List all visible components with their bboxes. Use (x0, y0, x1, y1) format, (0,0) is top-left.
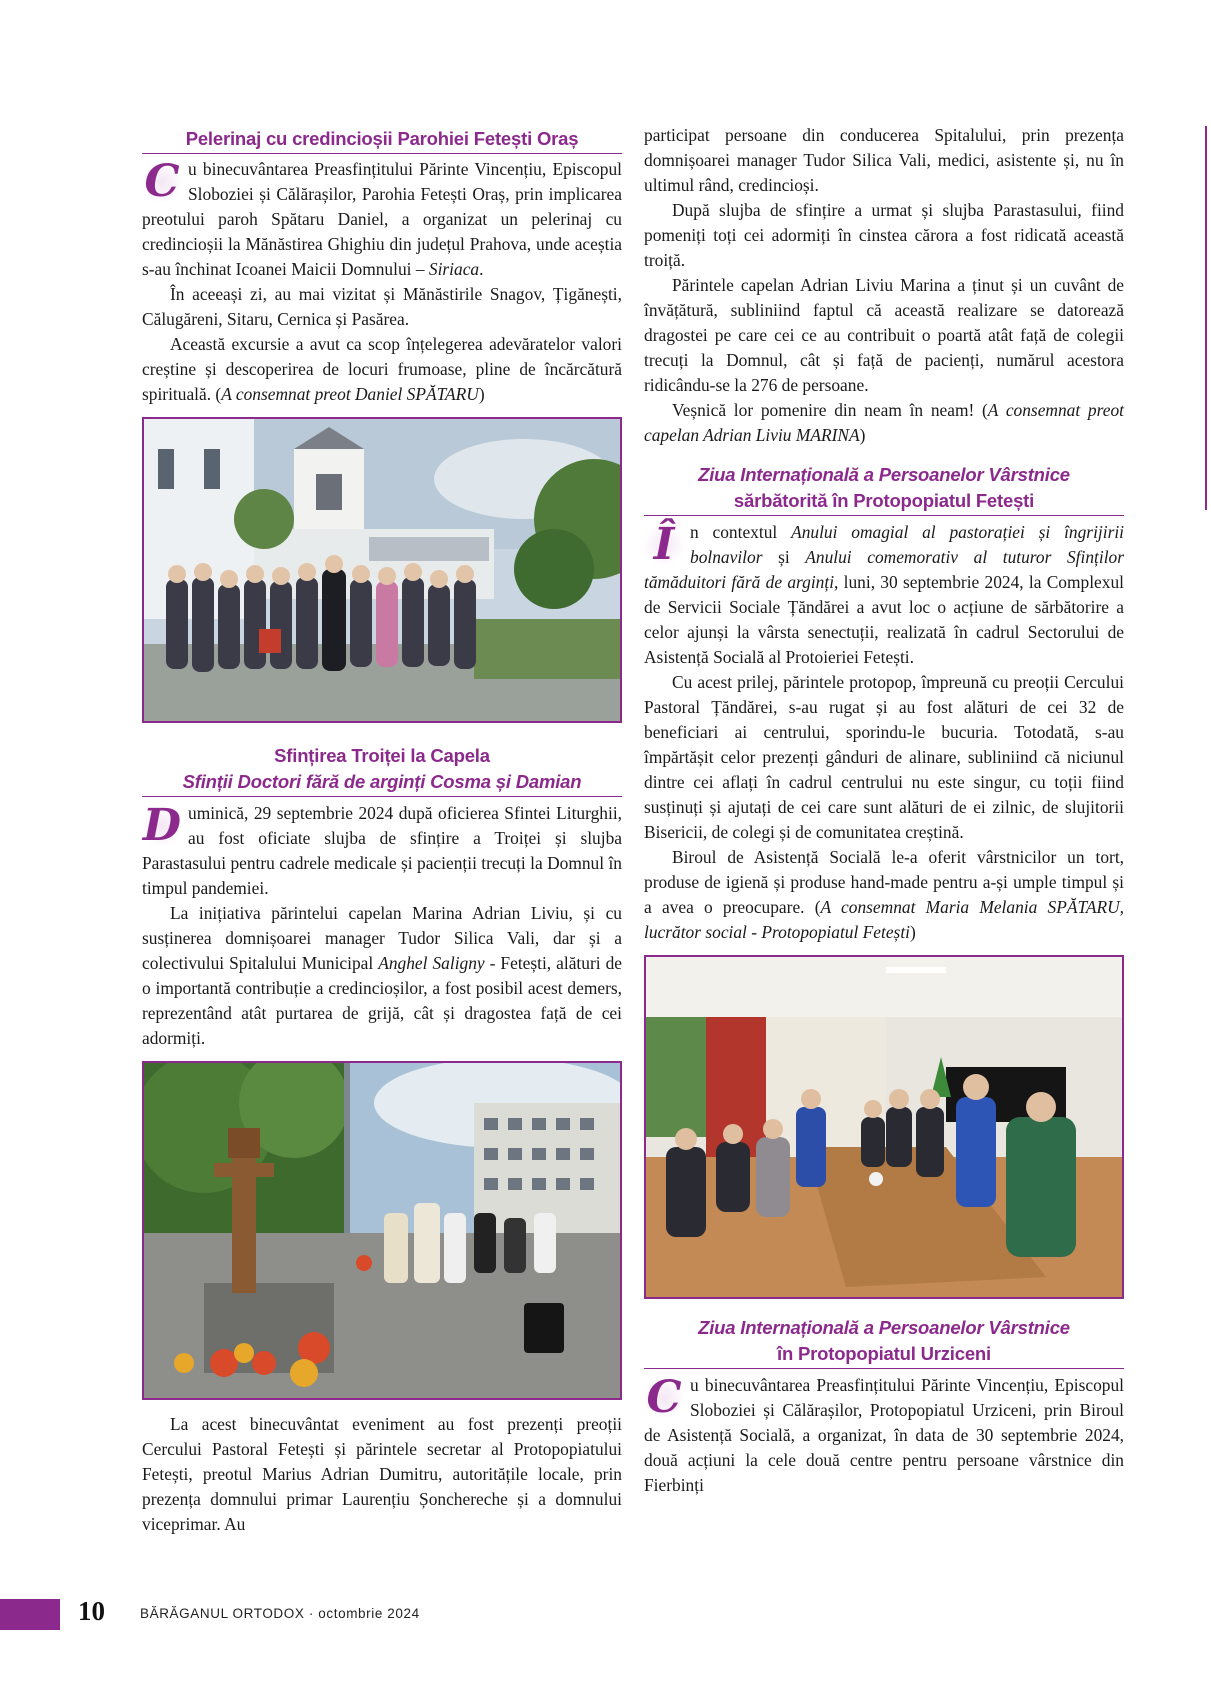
article-paragraph: În aceeași zi, au mai vizitat și Mănăstirile Snagov, Țigănești, Călugăreni, Sitaru, Cernica și Pasărea. (142, 284, 622, 329)
article-title-troita: Sfințirea Troiței la Capela Sfinții Doctori fără de arginți Cosma și Damian (142, 743, 622, 797)
article-paragraph: La inițiativa părintelui capelan Marina Adrian Liviu, și cu susținerea domnișoarei manager Tudor Silica Vali, dar și a colectivului Spitalului Municipal Anghel Saligny - Fetești, alături de o importantă contribuție a credincioșilor, a fost posibil acest demers, reprezentând atât purtarea de grijă, cât și dragostea față de cei adormiți. (142, 903, 622, 1048)
troita-photo-illustration (144, 1063, 620, 1398)
article-paragraph: Veșnică lor pomenire din neam în neam! (A consemnat preot capelan Adrian Liviu MARINA) (644, 400, 1124, 445)
article-paragraph: La acest binecuvântat eveniment au fost prezenți preoții Cercului Pastoral Fetești și părintele secretar al Protopopiatului Fetești, preotul Marius Adrian Dumitru, autoritățile locale, prin prezența domnului primar Laurențiu Șonchereche și a domnului viceprimar. Au (142, 1414, 622, 1534)
article-title-pilgrimage: Pelerinaj cu credincioșii Parohiei Fetești Oraș (142, 126, 622, 154)
monastery-photo-illustration (144, 419, 620, 721)
monastery-group-photo (142, 417, 622, 723)
publication-name: BĂRĂGANUL ORTODOX · octombrie 2024 (140, 1606, 420, 1621)
elderly-center-photo-illustration (646, 957, 1122, 1297)
article-title-elderly-urziceni: Ziua Internațională a Persoanelor Vârstnice în Protopopiatul Urziceni (644, 1315, 1124, 1369)
article-paragraph: Părintele capelan Adrian Liviu Marina a ținut și un cuvânt de învățătură, subliniind faptul că această realizare se datorează dragostei pe care cei ce au contribuit o poartă atât față de colegii trecuți la Domnul, cât și față de pacienți, numărul acestora ridicându-se la 276 de persoane. (644, 275, 1124, 395)
article-paragraph: Această excursie a avut ca scop înțelegerea adevăratelor valori creștine și descoperirea de locuri frumoase, pline de încărcătură spirituală. (A consemnat preot Daniel SPĂTARU) (142, 334, 622, 404)
article-paragraph: Biroul de Asistență Socială le-a oferit vârstnicilor un tort, produse de igienă și produse hand-made pentru a-și umple timpul și a avea o preocupare. (A consemnat Maria Melania SPĂTARU, lucrător social - Protopopiatul Fetești) (644, 847, 1124, 942)
article-paragraph: C u binecuvântarea Preasfințitului Părinte Vincențiu, Episcopul Sloboziei și Călărașilor, Parohia Fetești Oraș, prin implicarea preotului paroh Spătaru Daniel, a organizat un pelerinaj cu credincioșii la Mănăstirea Ghighiu din județul Prahova, unde aceștia s-au închinat Icoanei Maicii Domnului – Siriaca. (142, 156, 622, 279)
article-paragraph: D uminică, 29 septembrie 2024 după oficierea Sfintei Liturghii, au fost oficiate slujba de sfințire a Troiței și slujba Parastasului pentru cadrele medicale și pacienții trecuți la Domnul în timpul pandemiei. (142, 800, 622, 898)
footer-accent-bar (0, 1599, 60, 1630)
page-number: 10 (78, 1596, 105, 1626)
article-title-elderly-fetesti: Ziua Internațională a Persoanelor Vârstnice sărbătorită în Protopopiatul Fetești (644, 462, 1124, 516)
drop-cap: D (142, 800, 182, 851)
drop-cap: C (644, 1376, 684, 1420)
drop-cap: C (142, 160, 182, 204)
troita-consecration-photo (142, 1061, 622, 1400)
article-paragraph: C u binecuvântarea Preasfințitului Părinte Vincențiu, Episcopul Sloboziei și Călărașilor, Protopopiatul Urziceni, prin Biroul de Asistență Socială, a organizat, în data de 30 septembrie 2024, două acțiuni la cele două centre pentru persoane vârstnice din Fierbinți (644, 1372, 1124, 1495)
elderly-center-photo (644, 955, 1124, 1299)
article-paragraph: După slujba de sfințire a urmat și slujba Parastasului, fiind pomeniți toți cei adormiți în cinstea cărora a fost ridicată această troiță. (644, 200, 1124, 270)
article-paragraph: Cu acest prilej, părintele protopop, împreună cu preoții Cercului Pastoral Țăndărei, s-au rugat și au fost alături de cei 32 de beneficiari ai centrului, sporindu-le bucuria. Totodată, s-au împărtășit celor prezenți gânduri de alinare, subliniind că niciunul dintre cei aflați în cadrul centrului nu este singur, cu toții fiind susținuți și ajutați de cei care sunt alături de ei zilnic, de slujitorii Bisericii, de colegi și de comunitatea creștină. (644, 672, 1124, 842)
article-paragraph: participat persoane din conducerea Spitalului, prin prezența domnișoarei manager Tudor Silica Vali, medici, asistente și, nu în ultimul rând, credincioși. (644, 125, 1124, 195)
page-edge-rule (1205, 126, 1207, 510)
drop-cap: Î (644, 523, 684, 567)
right-column (644, 126, 1124, 1498)
left-column (142, 126, 622, 1537)
article-paragraph: Î n contextul Anului omagial al pastorației și îngrijirii bolnavilor și Anului comemorativ al tuturor Sfinților tămăduitori fără de arginți, luni, 30 septembrie 2024, la Complexul de Servicii Sociale Țăndărei a avut loc o acțiune de sărbătorire a celor ajunși la vârsta senectuții, realizată în cadrul Sectorului de Asistență Socială al Protoieriei Fetești. (644, 519, 1125, 667)
